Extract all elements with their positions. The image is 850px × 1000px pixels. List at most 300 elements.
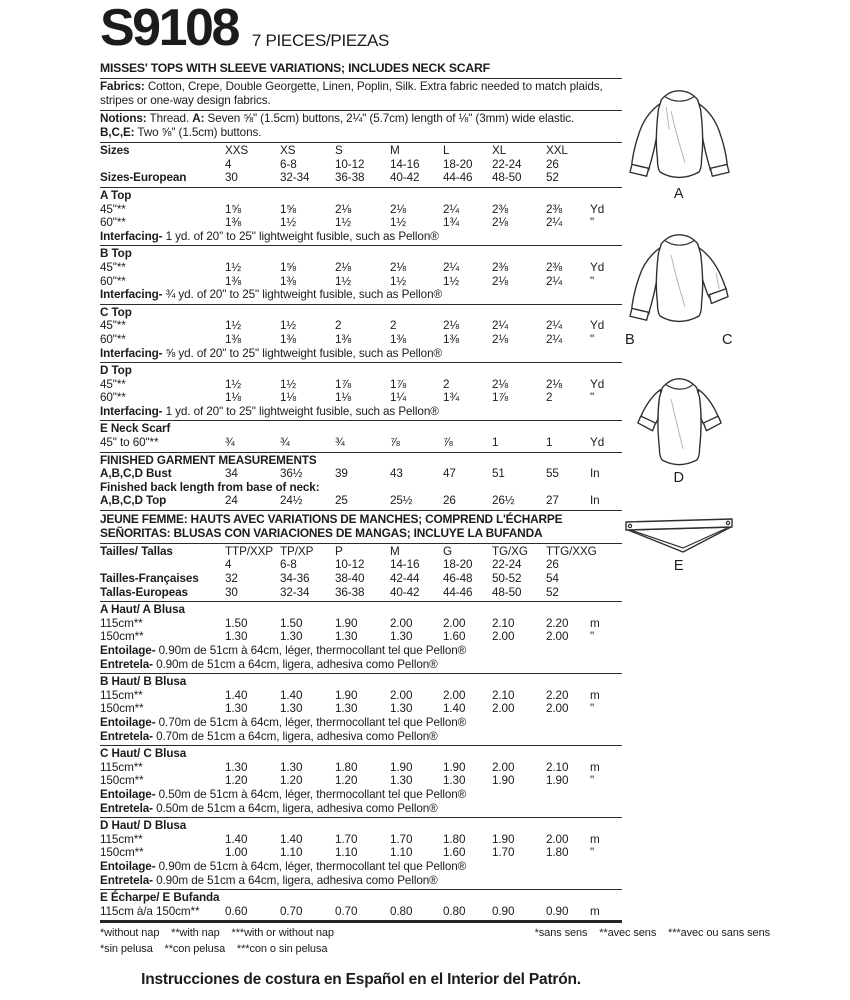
interfacing-note xyxy=(100,802,622,816)
unit-cell: " xyxy=(590,391,595,405)
value-cell: 1½ xyxy=(335,274,352,288)
value-cell: 2.20 xyxy=(546,688,569,702)
row-label: 150cm** xyxy=(100,702,144,716)
value-cell: TTP/XXP xyxy=(225,544,274,558)
value-cell: 43 xyxy=(390,467,403,481)
row-label: 60"** xyxy=(100,216,126,230)
interfacing-note xyxy=(100,230,622,244)
value-cell: S xyxy=(335,144,343,158)
interfacing-note xyxy=(100,788,622,802)
value-cell: 1⅛ xyxy=(335,391,352,405)
table-row xyxy=(100,545,622,559)
value-cell: 2⅛ xyxy=(335,260,352,274)
value-cell: 2.00 xyxy=(492,702,515,716)
value-cell: 1.60 xyxy=(443,846,466,860)
note-text: 0.50m de 51cm a 64cm, ligera, adhesiva como Pellon® xyxy=(152,801,438,815)
table-row xyxy=(100,436,622,450)
note-text: 0.90m de 51cm à 64cm, léger, thermocollant tel que Pellon® xyxy=(155,644,467,658)
value-cell: 2⅜ xyxy=(546,260,563,274)
value-cell: 30 xyxy=(225,585,238,599)
fabrics-text: Cotton, Crepe, Double Georgette, Linen, Poplin, Silk. Extra fabric needed to match plaids, stripes or one-way design fabrics. xyxy=(100,79,603,107)
value-cell: ¾ xyxy=(280,436,290,450)
value-cell: 2¼ xyxy=(443,202,460,216)
value-cell: 54 xyxy=(546,572,559,586)
unit-cell: In xyxy=(590,467,600,481)
value-cell: XL xyxy=(492,144,507,158)
value-cell: 48-50 xyxy=(492,585,522,599)
value-cell: 1.10 xyxy=(280,846,303,860)
value-cell: 2⅛ xyxy=(443,319,460,333)
value-cell: 34 xyxy=(225,467,238,481)
row-label: 60"** xyxy=(100,391,126,405)
value-cell: 44-46 xyxy=(443,585,473,599)
note-label: Entoilage- xyxy=(100,644,156,658)
notions-a-text: Seven ⅝" (1.5cm) buttons, 2¼" (5.7cm) length of ⅛" (3mm) wide elastic. xyxy=(204,112,575,126)
fabrics-paragraph xyxy=(100,79,622,111)
value-cell: 1⅞ xyxy=(390,377,407,391)
value-cell: 0.80 xyxy=(443,904,466,918)
table-row xyxy=(100,319,622,333)
value-cell: 1.70 xyxy=(335,832,358,846)
row-label xyxy=(100,558,225,572)
note-text: 0.90m de 51cm a 64cm, ligera, adhesiva como Pellon® xyxy=(152,657,438,671)
yardage-sections-english xyxy=(100,188,622,453)
value-cell: XXS xyxy=(225,144,249,158)
garment-illustrations xyxy=(604,78,754,988)
value-cell: 55 xyxy=(546,467,559,481)
value-cell: 25½ xyxy=(390,494,413,508)
unit-cell: " xyxy=(590,274,595,288)
value-cell: 1⅛ xyxy=(225,391,242,405)
view-b-label: B xyxy=(625,332,636,348)
value-cell: 22-24 xyxy=(492,157,522,171)
interfacing-note xyxy=(100,716,622,730)
yardage-section xyxy=(100,188,622,246)
unit-cell: m xyxy=(590,616,600,630)
row-label: 60"** xyxy=(100,274,126,288)
value-cell: 1.80 xyxy=(546,846,569,860)
value-cell: 2.00 xyxy=(546,702,569,716)
value-cell: 2¼ xyxy=(546,274,563,288)
unit-cell: " xyxy=(590,774,595,788)
value-cell: 1⅞ xyxy=(335,377,352,391)
value-cell: XS xyxy=(280,144,296,158)
value-cell: 2⅛ xyxy=(492,377,509,391)
interfacing-note xyxy=(100,860,622,874)
row-label: Sizes-European xyxy=(100,171,187,185)
value-cell: 2¼ xyxy=(546,332,563,346)
size-table-french xyxy=(100,544,622,602)
value-cell: 1.70 xyxy=(492,846,515,860)
section-title: B Haut/ B Blusa xyxy=(100,675,187,689)
table-row xyxy=(100,333,622,347)
value-cell: 1⅜ xyxy=(390,332,407,346)
table-row xyxy=(100,378,622,392)
view-bc-labels xyxy=(625,330,733,348)
row-label: Tailles/ Tallas xyxy=(100,544,173,558)
row-label: A,B,C,D Top xyxy=(100,494,167,508)
value-cell: 2¼ xyxy=(546,216,563,230)
value-cell: 25 xyxy=(335,494,348,508)
value-cell: 32-34 xyxy=(280,585,310,599)
value-cell: 0.90 xyxy=(492,904,515,918)
value-cell: 50-52 xyxy=(492,572,522,586)
value-cell: 4 xyxy=(225,558,232,572)
value-cell: 1.80 xyxy=(335,760,358,774)
footnote-english: *without nap **with nap ***with or without nap xyxy=(100,927,334,940)
note-text: 0.90m de 51cm à 64cm, léger, thermocollant tel que Pellon® xyxy=(155,859,467,873)
section-title: C Haut/ C Blusa xyxy=(100,747,187,761)
yardage-sections-french xyxy=(100,602,622,923)
note-text: 1 yd. of 20" to 25" lightweight fusible, such as Pellon® xyxy=(162,229,439,243)
value-cell: 1½ xyxy=(390,216,407,230)
pieces-count: 7 PIECES/PIEZAS xyxy=(251,30,390,50)
value-cell: 1⅜ xyxy=(335,332,352,346)
note-text: 1 yd. of 20" to 25" lightweight fusible, such as Pellon® xyxy=(162,404,439,418)
table-row xyxy=(100,171,622,185)
view-e-illustration xyxy=(604,516,754,574)
yardage-section xyxy=(100,363,622,421)
value-cell: 47 xyxy=(443,467,456,481)
value-cell: 1.30 xyxy=(225,630,248,644)
table-row xyxy=(100,774,622,788)
table-row xyxy=(100,846,622,860)
value-cell: 2⅛ xyxy=(546,377,563,391)
value-cell: 0.70 xyxy=(335,904,358,918)
table-row xyxy=(100,261,622,275)
row-label: 60"** xyxy=(100,332,126,346)
value-cell: 6-8 xyxy=(280,558,297,572)
value-cell: 2⅛ xyxy=(492,332,509,346)
note-text: 0.50m de 51cm à 64cm, léger, thermocollant tel que Pellon® xyxy=(155,787,467,801)
value-cell: 1⅛ xyxy=(280,391,297,405)
value-cell: 1¾ xyxy=(443,391,460,405)
value-cell: G xyxy=(443,544,452,558)
footnote-spanish: *sin pelusa **con pelusa ***con o sin pelusa xyxy=(100,942,328,955)
value-cell: 1.50 xyxy=(280,616,303,630)
value-cell: 26 xyxy=(443,494,456,508)
value-cell: 2⅜ xyxy=(546,202,563,216)
value-cell: 1.90 xyxy=(335,616,358,630)
value-cell: 51 xyxy=(492,467,505,481)
fabrics-label: Fabrics: xyxy=(100,79,145,93)
value-cell: 34-36 xyxy=(280,572,310,586)
table-row xyxy=(100,833,622,847)
value-cell: 52 xyxy=(546,171,559,185)
value-cell: 1¼ xyxy=(390,391,407,405)
title-french: JEUNE FEMME: HAUTS AVEC VARIATIONS DE MANCHES; COMPREND L'ÉCHARPE xyxy=(100,512,563,527)
value-cell: 1⅜ xyxy=(225,216,242,230)
value-cell: 1.60 xyxy=(443,630,466,644)
value-cell: 2¼ xyxy=(492,319,509,333)
unit-cell: In xyxy=(590,494,600,508)
value-cell: 1½ xyxy=(280,377,297,391)
value-cell: 1.30 xyxy=(335,702,358,716)
yardage-section xyxy=(100,890,622,923)
table-row xyxy=(100,467,622,481)
value-cell: 36½ xyxy=(280,467,303,481)
table-row xyxy=(100,572,622,586)
unit-cell: Yd xyxy=(590,260,605,274)
yardage-section xyxy=(100,246,622,304)
neck-scarf-drawing xyxy=(619,516,739,556)
value-cell: 1.90 xyxy=(335,688,358,702)
value-cell: 1½ xyxy=(225,377,242,391)
row-label: A,B,C,D Bust xyxy=(100,467,172,481)
pattern-title: MISSES' TOPS WITH SLEEVE VARIATIONS; INCLUDES NECK SCARF xyxy=(100,60,622,79)
table-row xyxy=(100,275,622,289)
interfacing-note xyxy=(100,658,622,672)
value-cell: 1⅝ xyxy=(280,260,297,274)
view-c-label: C xyxy=(722,332,733,348)
value-cell: 1.30 xyxy=(280,630,303,644)
value-cell: 24½ xyxy=(280,494,303,508)
title-spanish: SEÑORITAS: BLUSAS CON VARIACIONES DE MANGAS; INCLUYE LA BUFANDA xyxy=(100,526,543,541)
value-cell: 2⅛ xyxy=(492,274,509,288)
value-cell: 30 xyxy=(225,171,238,185)
value-cell: 1 xyxy=(546,436,553,450)
row-label: 115cm** xyxy=(100,688,143,702)
value-cell: 1⅜ xyxy=(225,332,242,346)
row-label: 115cm** xyxy=(100,832,143,846)
value-cell: 2.00 xyxy=(546,832,569,846)
value-cell: 2⅛ xyxy=(390,260,407,274)
value-cell: P xyxy=(335,544,343,558)
unit-cell: Yd xyxy=(590,436,605,450)
section-title: A Haut/ A Blusa xyxy=(100,603,185,617)
unit-cell: m xyxy=(590,832,600,846)
value-cell: L xyxy=(443,144,450,158)
unit-cell: " xyxy=(590,630,595,644)
view-d-label: D xyxy=(673,470,685,486)
view-d-illustration xyxy=(604,372,754,486)
note-text: ⅝ yd. of 20" to 25" lightweight fusible, such as Pellon® xyxy=(162,346,442,360)
value-cell: 1⅜ xyxy=(443,332,460,346)
table-row xyxy=(100,630,622,644)
value-cell: ¾ xyxy=(225,436,235,450)
unit-cell: " xyxy=(590,216,595,230)
section-title: B Top xyxy=(100,247,132,261)
value-cell: 1.30 xyxy=(443,774,466,788)
top-b-c-sleeve-drawing xyxy=(622,228,737,328)
value-cell: 1¾ xyxy=(443,216,460,230)
value-cell: TG/XG xyxy=(492,544,528,558)
row-label: 115cm** xyxy=(100,760,143,774)
value-cell: 1½ xyxy=(390,274,407,288)
value-cell: 10-12 xyxy=(335,558,365,572)
section-title: D Haut/ D Blusa xyxy=(100,819,187,833)
section-title: D Top xyxy=(100,364,132,378)
unit-cell: m xyxy=(590,904,600,918)
value-cell: 2⅛ xyxy=(335,202,352,216)
table-row xyxy=(100,203,622,217)
interfacing-note xyxy=(100,288,622,302)
interfacing-note xyxy=(100,347,622,361)
value-cell: 1.90 xyxy=(492,832,515,846)
view-bc-illustration xyxy=(604,228,754,348)
value-cell: 1⅜ xyxy=(280,332,297,346)
pattern-number: S9108 xyxy=(100,0,238,57)
value-cell: 0.70 xyxy=(280,904,303,918)
note-label: Entoilage- xyxy=(100,787,156,801)
row-label: 45"** xyxy=(100,319,126,333)
value-cell: 26 xyxy=(546,558,559,572)
yardage-section xyxy=(100,305,622,363)
notions-a-label: A: xyxy=(192,112,205,126)
value-cell: 1.10 xyxy=(390,846,413,860)
value-cell: 1.30 xyxy=(225,702,248,716)
value-cell: 1.90 xyxy=(390,760,413,774)
row-label: 45"** xyxy=(100,377,126,391)
note-label: Interfacing- xyxy=(100,229,163,243)
value-cell: 14-16 xyxy=(390,558,420,572)
view-e-label: E xyxy=(673,558,685,574)
table-row xyxy=(100,158,622,172)
value-cell: 1.20 xyxy=(225,774,248,788)
view-a-label: A xyxy=(673,186,685,202)
value-cell: 1.40 xyxy=(280,832,303,846)
row-label: Sizes xyxy=(100,144,130,158)
row-label: 150cm** xyxy=(100,846,144,860)
value-cell: 2.00 xyxy=(443,616,466,630)
value-cell: 1.40 xyxy=(443,702,466,716)
value-cell: TP/XP xyxy=(280,544,314,558)
value-cell: 1.30 xyxy=(280,760,303,774)
value-cell: 2⅛ xyxy=(390,202,407,216)
value-cell: 2 xyxy=(443,377,450,391)
row-label: 45"** xyxy=(100,202,126,216)
table-row xyxy=(100,144,622,158)
section-title: E Neck Scarf xyxy=(100,422,171,436)
value-cell: 2¼ xyxy=(443,260,460,274)
section-title: C Top xyxy=(100,305,132,319)
value-cell: 0.60 xyxy=(225,904,248,918)
value-cell: 1½ xyxy=(225,319,242,333)
note-label: Entoilage- xyxy=(100,715,156,729)
notions-bce-text: Two ⅝" (1.5cm) buttons. xyxy=(134,126,262,140)
notions-line-1 xyxy=(100,112,622,126)
notions-line-2 xyxy=(100,126,622,140)
unit-cell: " xyxy=(590,702,595,716)
value-cell: 1.30 xyxy=(335,630,358,644)
value-cell: 2.00 xyxy=(390,616,413,630)
table-row xyxy=(100,494,622,508)
value-cell: M xyxy=(390,544,400,558)
notions-intro: Thread. xyxy=(146,112,193,126)
value-cell: 2.00 xyxy=(492,630,515,644)
value-cell: 2.00 xyxy=(390,688,413,702)
note-text: ¾ yd. of 20" to 25" lightweight fusible, such as Pellon® xyxy=(162,288,442,302)
value-cell: 1.40 xyxy=(280,688,303,702)
value-cell: 1½ xyxy=(335,216,352,230)
top-d-short-sleeve-drawing xyxy=(622,372,737,468)
value-cell: 40-42 xyxy=(390,585,420,599)
value-cell: 2.10 xyxy=(492,616,515,630)
unit-cell: m xyxy=(590,688,600,702)
main-content-column xyxy=(100,0,770,989)
value-cell: 27 xyxy=(546,494,559,508)
yardage-section xyxy=(100,818,622,890)
value-cell: 1.30 xyxy=(390,774,413,788)
note-label: Interfacing- xyxy=(100,288,163,302)
value-cell: 2 xyxy=(546,391,553,405)
notions-bce-label: B,C,E: xyxy=(100,126,135,140)
value-cell: 1½ xyxy=(280,216,297,230)
row-label: 150cm** xyxy=(100,774,144,788)
value-cell: 1.20 xyxy=(280,774,303,788)
value-cell: 1.30 xyxy=(225,760,248,774)
unit-cell: " xyxy=(590,846,595,860)
value-cell: 6-8 xyxy=(280,157,297,171)
value-cell: 1.90 xyxy=(546,774,569,788)
value-cell: 1.30 xyxy=(280,702,303,716)
value-cell: 1.00 xyxy=(225,846,248,860)
value-cell: 18-20 xyxy=(443,157,473,171)
row-label: Tailles-Françaises xyxy=(100,572,199,586)
table-row xyxy=(100,558,622,572)
unit-cell: Yd xyxy=(590,319,605,333)
french-spanish-title xyxy=(100,511,622,544)
note-text: 0.90m de 51cm a 64cm, ligera, adhesiva como Pellon® xyxy=(152,873,438,887)
unit-cell: Yd xyxy=(590,202,605,216)
value-cell: 26 xyxy=(546,157,559,171)
finished-garment-measurements xyxy=(100,453,622,511)
value-cell: 1½ xyxy=(443,274,460,288)
value-cell: 1.10 xyxy=(335,846,358,860)
row-label: 45"** xyxy=(100,260,126,274)
row-label xyxy=(100,158,225,172)
value-cell: ⅞ xyxy=(390,436,400,450)
interfacing-note xyxy=(100,730,622,744)
value-cell: 39 xyxy=(335,467,348,481)
note-text: 0.70m de 51cm a 64cm, ligera, adhesiva como Pellon® xyxy=(152,729,438,743)
value-cell: 40-42 xyxy=(390,171,420,185)
size-table-english xyxy=(100,143,622,188)
section-title: FINISHED GARMENT MEASUREMENTS xyxy=(100,453,317,467)
value-cell: 2⅜ xyxy=(492,202,509,216)
row-label: Finished back length from base of neck: xyxy=(100,480,320,494)
unit-cell: " xyxy=(590,332,595,346)
unit-cell: Yd xyxy=(590,377,605,391)
value-cell: M xyxy=(390,144,400,158)
value-cell: 26½ xyxy=(492,494,515,508)
value-cell: 0.80 xyxy=(390,904,413,918)
view-a-illustration xyxy=(604,84,754,202)
row-label: 115cm** xyxy=(100,616,143,630)
value-cell: 1.80 xyxy=(443,832,466,846)
value-cell: 18-20 xyxy=(443,558,473,572)
interfacing-note xyxy=(100,644,622,658)
table-row xyxy=(100,586,622,600)
value-cell: 1⅜ xyxy=(280,274,297,288)
interfacing-note xyxy=(100,405,622,419)
value-cell: 0.90 xyxy=(546,904,569,918)
yardage-section xyxy=(100,602,622,674)
value-cell: 1.90 xyxy=(492,774,515,788)
value-cell: XXL xyxy=(546,144,568,158)
value-cell: 2.00 xyxy=(443,688,466,702)
value-cell: 36-38 xyxy=(335,585,365,599)
value-cell: 1⅝ xyxy=(280,202,297,216)
table-row xyxy=(100,761,622,775)
value-cell: 1.70 xyxy=(390,832,413,846)
table-row xyxy=(100,216,622,230)
value-cell: 2⅛ xyxy=(492,216,509,230)
value-cell: 14-16 xyxy=(390,157,420,171)
row-label: 150cm** xyxy=(100,630,144,644)
value-cell: ¾ xyxy=(335,436,345,450)
value-cell: 2.20 xyxy=(546,616,569,630)
